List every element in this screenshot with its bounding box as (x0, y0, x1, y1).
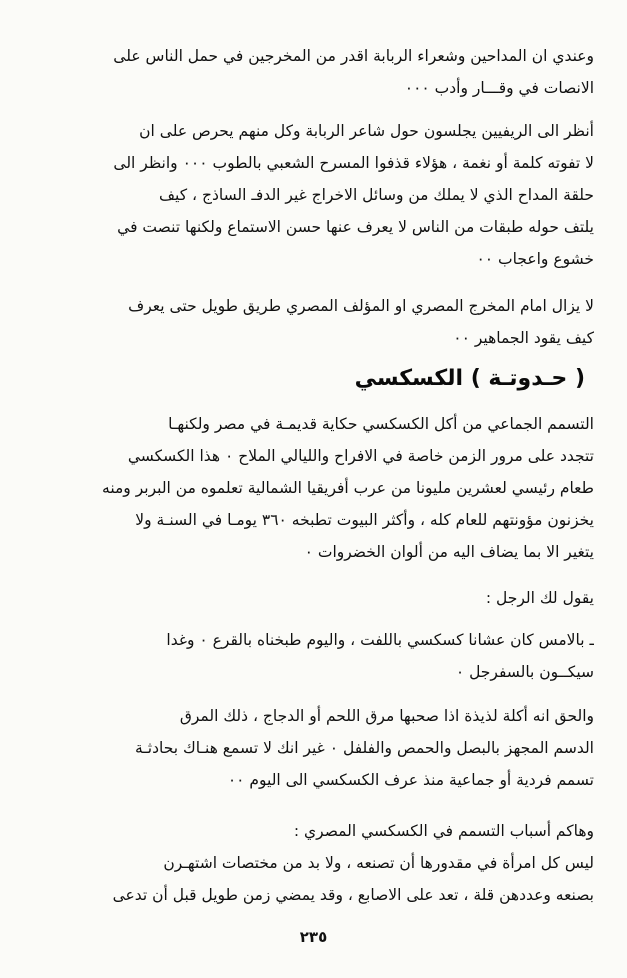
text-line: يلتف حوله طبقات من الناس لا يعرف عنها حسن الاستماع ولكنها تنصت في (117, 218, 594, 236)
text-line: الانصات في وقـــار وأدب ٠٠٠ (404, 79, 594, 97)
text-line: وهاكم أسباب التسمم في الكسكسي المصري : (293, 822, 594, 840)
text-line: تسمم فردية أو جماعية منذ عرف الكسكسي الى اليوم ٠٠ (227, 771, 594, 789)
text-line: كيف يقود الجماهير ٠٠ (453, 329, 594, 347)
text-line: وعندي ان المداحين وشعراء الربابة اقدر من المخرجين في حمل الناس على (113, 47, 594, 65)
text-line: ليس كل امرأة في مقدورها أن تصنعه ، ولا بد من مختصات اشتهـرن (163, 854, 594, 872)
text-line: يقول لك الرجل : (485, 589, 594, 607)
paragraph (32, 624, 594, 688)
text-line: لا تفوته كلمة أو نغمة ، هؤلاء قذفوا المسرح الشعبي بالطوب ٠٠٠ وانظر الى (113, 154, 594, 172)
paragraph (32, 700, 594, 796)
text-line: والحق انه أكلة لذيذة اذا صحبها مرق اللحم أو الدجاج ، ذلك المرق (179, 707, 594, 725)
paragraph (32, 115, 594, 275)
text-line: يخزنون مؤونتهم للعام كله ، وأكثر البيوت تطبخه ٣٦٠ يومـا في السنـة ولا (135, 511, 594, 529)
section-heading: ( حـدوتـة ) الكسكسي (354, 366, 585, 391)
paragraph (32, 40, 594, 104)
text-line: حلقة المداح الذي لا يملك من وسائل الاخراج غير الدفـ الساذج ، كيف (158, 186, 594, 204)
text-line: سيكــون بالسفرجل ٠ (455, 663, 594, 681)
text-line: ـ بالامس كان عشانا كسكسي باللفت ، واليوم طبخناه بالقرع ٠ وغدا (166, 631, 594, 649)
text-line: بصنعه وعددهن قلة ، تعد على الاصابع ، وقد يمضي زمن طويل قبل أن تدعى (112, 886, 594, 904)
paragraph (32, 815, 594, 911)
text-line: التسمم الجماعي من أكل الكسكسي حكاية قديمـة في مصر ولكنهـا (168, 415, 594, 433)
text-line: يتغير الا بما يضاف اليه من ألوان الخضروات ٠ (304, 543, 594, 561)
text-line: طعام رئيسي لعشرين مليونا من عرب أفريقيا الشمالية تعلموه من البربر ومنه (102, 479, 594, 497)
text-line: الدسم المجهز بالبصل والحمص والفلفل ٠ غير انك لا تسمع هنـاك بحادثـة (134, 739, 594, 757)
paragraph (32, 290, 594, 354)
text-line: أنظر الى الريفيين يجلسون حول شاعر الربابة وكل منهم يحرص على ان (139, 122, 594, 140)
page-number: ٢٣٥ (299, 928, 328, 946)
paragraph (32, 408, 594, 568)
text-line: لا يزال امام المخرج المصري او المؤلف المصري طريق طويل حتى يعرف (128, 297, 594, 315)
text-line: تتجدد على مرور الزمن خاصة في الافراح والليالي الملاح ٠ هذا الكسكسي (127, 447, 594, 465)
text-line: خشوع واعجاب ٠٠ (476, 250, 594, 268)
paragraph (32, 582, 594, 614)
